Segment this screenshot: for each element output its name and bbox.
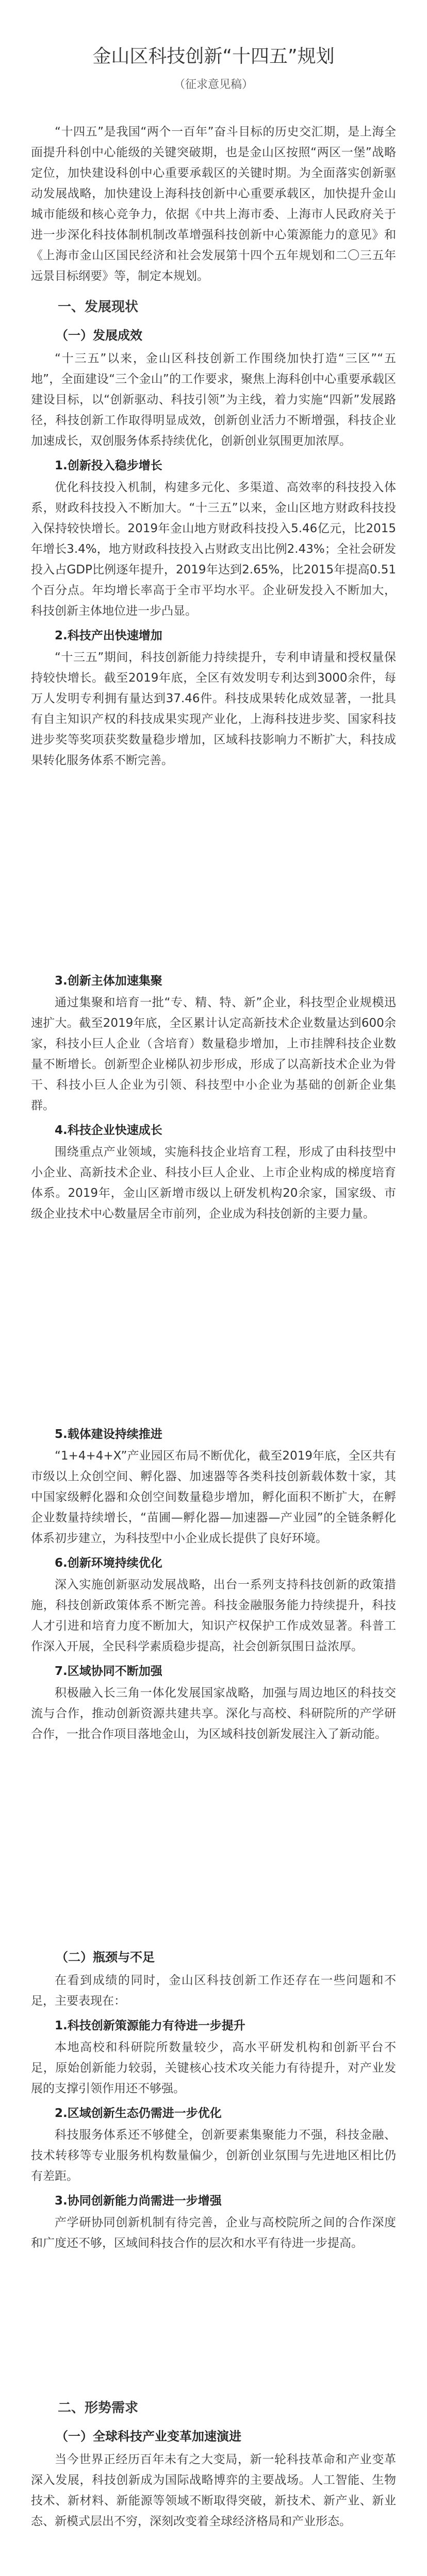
paragraph: 围绕重点产业领域，实施科技企业培育工程，形成了由科技型中小企业、高新技术企业、科技小巨人企业、上市企业构成的梯度培育体系。2019年，金山区新增市级以上研发机构20余家，国家级、市级企业技术中心数量居全市前列，企业成为科技创新的主要力量。 bbox=[31, 1145, 396, 1221]
paragraph: 深入实施创新驱动发展战略，出台一系列支持科技创新的政策措施，科技创新政策体系不断完善。科技金融服务能力持续提升，科技人才引进和培育力度不断加大，知识产权保护工作成效显著。科普工作深入开展，全民科学素质稳步提高，社会创新氛围日益浓厚。 bbox=[31, 1578, 396, 1653]
paragraph: 科技服务体系还不够健全，创新要素集聚能力不强，科技金融、技术转移等专业服务机构数量偏少，创新创业氛围与先进地区相比仍有差距。 bbox=[31, 2128, 396, 2183]
item-heading: 6.创新环境持续优化 bbox=[55, 1556, 162, 1570]
paragraph: “十三五”以来，金山区科技创新工作围绕加快打造“三区”“五地”，全面建设“三个金山”的工作要求，聚焦上海科创中心重要承载区建设目标，以“创新驱动、科技引领”为主线，着力实施“四新”发展路径，科技创新工作取得明显成效，创新创业活力不断增强，科技企业加速成长，双创服务体系持续优化，创新创业氛围更加浓厚。 bbox=[31, 352, 396, 448]
paragraph: 通过集聚和培育一批“专、精、特、新”企业，科技型企业规模迅速扩大。截至2019年底，全区累计认定高新技术企业数量达到600余家，科技小巨人企业（含培育）数量稳步增加，上市挂牌科技企业数量不断增长。创新型企业梯队初步形成，形成了以高新技术企业为骨干、科技小巨人企业为引领、科技型中小企业为基础的创新企业集群。 bbox=[31, 996, 396, 1112]
item-heading: 4.科技企业快速成长 bbox=[55, 1124, 162, 1137]
subsection-heading: （二）瓶颈与不足 bbox=[56, 1950, 155, 1964]
item-heading: 3.创新主体加速集聚 bbox=[55, 974, 162, 988]
section-heading: 二、形势需求 bbox=[58, 2400, 139, 2416]
paragraph: “十三五”期间，科技创新能力持续提升，专利申请量和授权量保持较快增长。截至2019年底，全区有效发明专利达到3000余件，每万人发明专利拥有量达到37.46件。科技成果转化成效显著，一批具有自主知识产权的科技成果实现产业化，上海科技进步奖、国家科技进步奖等奖项获奖数量稳步增加，区域科技影响力不断扩大，科技成果转化服务体系不断完善。 bbox=[31, 651, 396, 767]
paragraph: 产学研协同创新机制有待完善，企业与高校院所之间的合作深度和广度还不够，区域间科技合作的层次和水平有待进一步提高。 bbox=[31, 2216, 396, 2250]
paragraph: “1+4+4+X”产业园区布局不断优化，截至2019年底，全区共有市级以上众创空间、孵化器、加速器等各类科技创新载体数十家，其中国家级孵化器和众创空间数量稳步增加，孵化面积不断扩大，在孵企业数量持续增长，“苗圃—孵化器—加速器—产业园”的全链条孵化体系初步建立，为科技型中小企业成长提供了良好环境。 bbox=[31, 1449, 396, 1545]
document-body bbox=[31, 122, 396, 2532]
item-heading: 7.区域协同不断加强 bbox=[55, 1665, 162, 1678]
document-subtitle: （征求意见稿） bbox=[173, 78, 253, 91]
item-heading: 3.协同创新能力尚需进一步增强 bbox=[55, 2194, 222, 2208]
paragraph: 在看到成绩的同时，金山区科技创新工作还存在一些问题和不足，主要表现在： bbox=[31, 1974, 396, 2008]
item-heading: 2.区域创新生态仍需进一步优化 bbox=[55, 2107, 222, 2120]
item-heading: 5.载体建设持续推进 bbox=[55, 1428, 162, 1441]
subsection-heading: （一）全球科技产业变革加速演进 bbox=[56, 2429, 241, 2444]
intro-paragraph: “十四五”是我国“两个一百年”奋斗目标的历史交汇期，是上海全面提升科创中心能级的关键突破期，也是金山区按照“两区一堡”战略定位，加快建设科创中心重要承载区的关键时期。为全面落实创新驱动发展战略，加快建设上海科技创新中心重要承载区，加快提升金山城市能级和核心竞争力，依据《中共上海市委、上海市人民政府关于进一步深化科技体制机制改革增强科技创新中心策源能力的意见》和《上海市金山区国民经济和社会发展第十四个五年规划和二〇三五年远景目标纲要》等，制定本规划。 bbox=[31, 125, 396, 283]
paragraph: 优化科技投入机制，构建多元化、多渠道、高效率的科技投入体系，财政科技投入不断加大。“十三五”以来，金山区地方财政科技投入保持较快增长。2019年金山地方财政科技投入5.46亿元，比2015年增长3.4%，地方财政科技投入占财政支出比例2.43%；全社会研发投入占GDP比例逐年提升，2019年达到2.65%，比2015年提高0.51个百分点。年均增长率高于全市平均水平。企业研发投入不断加大，科技创新主体地位进一步凸显。 bbox=[31, 481, 396, 618]
section-heading: 一、发展现状 bbox=[58, 299, 139, 315]
paragraph: 本地高校和科研院所数量较少，高水平研发机构和创新平台不足，原始创新能力较弱，关键核心技术攻关能力有待提升，对产业发展的支撑引领作用还不够强。 bbox=[31, 2041, 396, 2095]
document-title: 金山区科技创新“十四五”规划 bbox=[92, 46, 335, 67]
paragraph: 积极融入长三角一体化发展国家战略，加强与周边地区的科技交流与合作，推动创新资源共建共享。深化与高校、科研院所的产学研合作，一批合作项目落地金山，为区域科技创新发展注入了新动能。 bbox=[31, 1686, 396, 1741]
paragraph: 当今世界正经历百年未有之大变局，新一轮科技革命和产业变革深入发展，科技创新成为国际战略博弈的主要战场。人工智能、生物技术、新材料、新能源等领域不断取得突破，新技术、新产业、新业态、新模式层出不穷，深刻改变着全球经济格局和产业形态。 bbox=[31, 2453, 396, 2528]
item-heading: 1.科技创新策源能力有待进一步提升 bbox=[55, 2019, 245, 2032]
item-heading: 1.创新投入稳步增长 bbox=[55, 459, 162, 472]
subsection-heading: （一）发展成效 bbox=[56, 328, 142, 343]
item-heading: 2.科技产出快速增加 bbox=[55, 629, 162, 642]
